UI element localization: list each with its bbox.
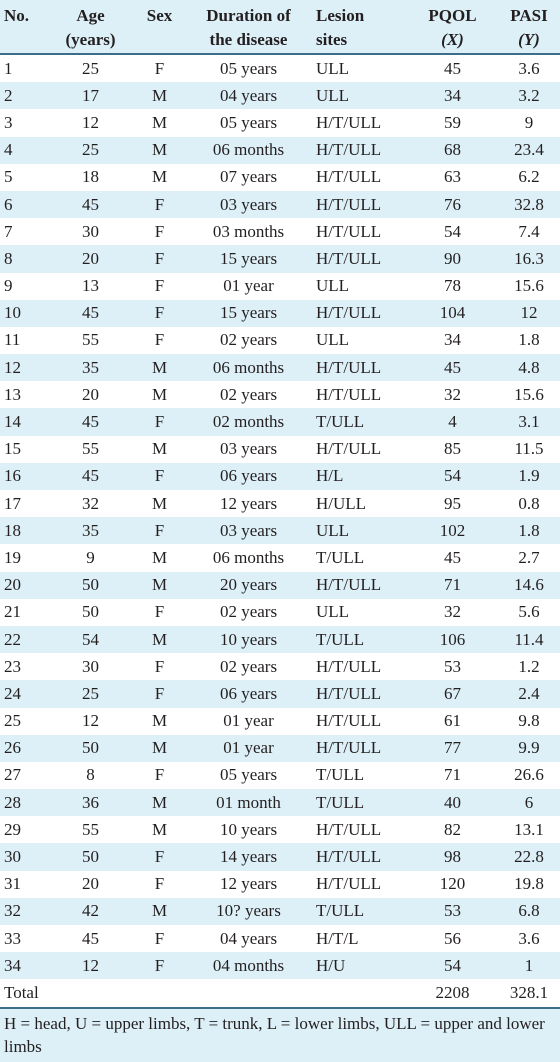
table-footnote: H = head, U = upper limbs, T = trunk, L = lower limbs, ULL = upper and lower limbs: [0, 1009, 560, 1062]
table-row: [0, 925, 560, 952]
cell-pqol: 45: [444, 58, 461, 78]
cell-duration: 01 year: [223, 276, 274, 296]
cell-sex: M: [151, 792, 168, 812]
cell-duration: 10 years: [219, 819, 278, 839]
cell-sex: M: [151, 384, 168, 404]
table-row: [0, 300, 560, 327]
cell-sex: M: [151, 711, 168, 731]
cell-pqol: 71: [444, 575, 461, 595]
cell-lesion: H/T/ULL: [316, 819, 382, 839]
cell-lesion: H/T/ULL: [316, 656, 382, 676]
cell-lesion: H/T/ULL: [316, 167, 382, 187]
cell-age: 25: [82, 58, 99, 78]
table-row: [0, 898, 560, 925]
cell-pasi: 2.4: [518, 683, 540, 703]
header-sex: Sex: [146, 6, 173, 25]
cell-pqol: 120: [439, 874, 466, 894]
cell-duration: 06 months: [212, 547, 285, 567]
table-row: [0, 572, 560, 599]
cell-duration: 01 year: [223, 738, 274, 758]
cell-age: 30: [82, 656, 99, 676]
cell-pqol: 4: [448, 412, 457, 432]
cell-sex: M: [151, 629, 168, 649]
cell-no: 21: [4, 602, 21, 622]
cell-duration: 03 years: [219, 194, 278, 214]
cell-no: 9: [4, 276, 13, 296]
cell-sex: F: [154, 847, 165, 867]
cell-sex: F: [154, 765, 165, 785]
cell-pqol: 45: [444, 357, 461, 377]
cell-duration: 20 years: [219, 575, 278, 595]
cell-age: 54: [82, 629, 99, 649]
cell-age: 25: [82, 683, 99, 703]
cell-pasi: 7.4: [518, 221, 540, 241]
table-row: [0, 490, 560, 517]
cell-pasi: 11.4: [514, 629, 544, 649]
cell-lesion: H/T/ULL: [316, 140, 382, 160]
cell-duration: 12 years: [219, 493, 278, 513]
cell-lesion: H/T/L: [316, 928, 359, 948]
table-row: [0, 626, 560, 653]
cell-pqol: 53: [444, 656, 461, 676]
cell-lesion: ULL: [316, 520, 350, 540]
cell-pasi: 19.8: [514, 874, 544, 894]
cell-duration: 06 months: [212, 357, 285, 377]
cell-duration: 02 years: [219, 656, 278, 676]
cell-sex: M: [151, 547, 168, 567]
table-row: [0, 273, 560, 300]
cell-pasi: 12: [520, 303, 538, 323]
cell-pqol: 71: [444, 765, 461, 785]
cell-pasi: 1.8: [518, 330, 540, 350]
cell-age: 20: [82, 874, 99, 894]
cell-duration: 06 years: [219, 466, 278, 486]
cell-no: 15: [4, 439, 21, 459]
cell-sex: F: [154, 955, 165, 975]
cell-sex: F: [154, 330, 165, 350]
cell-no: 31: [4, 874, 21, 894]
cell-no: 23: [4, 656, 21, 676]
table-row: [0, 82, 560, 109]
cell-lesion: H/T/ULL: [316, 221, 382, 241]
cell-no: 28: [4, 792, 21, 812]
cell-pqol: 61: [444, 711, 461, 731]
cell-sex: F: [154, 466, 165, 486]
cell-no: 19: [4, 547, 21, 567]
cell-no: 7: [4, 221, 13, 241]
cell-age: 45: [82, 466, 99, 486]
cell-lesion: H/L: [316, 466, 344, 486]
cell-sex: F: [154, 520, 165, 540]
cell-age: 9: [86, 547, 95, 567]
cell-duration: 10 years: [219, 629, 278, 649]
cell-no: 1: [4, 58, 13, 78]
cell-pqol: 67: [444, 683, 461, 703]
cell-sex: F: [154, 194, 165, 214]
cell-sex: F: [154, 303, 165, 323]
header-pasi: PASI (Y): [510, 6, 548, 49]
cell-duration: 06 months: [212, 140, 285, 160]
cell-lesion: ULL: [316, 85, 350, 105]
cell-pqol: 63: [444, 167, 461, 187]
cell-age: 45: [82, 412, 99, 432]
cell-sex: M: [151, 819, 168, 839]
cell-lesion: H/T/ULL: [316, 874, 382, 894]
cell-pqol: 95: [444, 493, 461, 513]
cell-lesion: ULL: [316, 602, 350, 622]
cell-sex: F: [154, 874, 165, 894]
cell-age: 32: [82, 493, 99, 513]
table-row: [0, 843, 560, 870]
cell-sex: M: [151, 167, 168, 187]
cell-sex: M: [151, 357, 168, 377]
table-row: [0, 762, 560, 789]
cell-sex: M: [151, 575, 168, 595]
cell-sex: F: [154, 58, 165, 78]
table-row: [0, 653, 560, 680]
table-row: [0, 245, 560, 272]
table-row: [0, 191, 560, 218]
cell-pasi: 26.6: [514, 765, 544, 785]
cell-age: 50: [82, 847, 99, 867]
cell-no: 18: [4, 520, 21, 540]
header-pqol: PQOL (X): [428, 6, 477, 49]
header-lesion-sites: Lesion sites: [316, 6, 365, 49]
cell-no: 12: [4, 357, 21, 377]
cell-lesion: T/ULL: [316, 765, 365, 785]
cell-pqol: 85: [444, 439, 461, 459]
cell-duration: 04 months: [212, 955, 285, 975]
table-row: [0, 871, 560, 898]
cell-sex: M: [151, 738, 168, 758]
cell-age: 50: [82, 602, 99, 622]
cell-pasi: 1.8: [518, 520, 540, 540]
cell-no: 30: [4, 847, 21, 867]
cell-lesion: H/U: [316, 955, 346, 975]
table-row: [0, 952, 560, 979]
table-row: [0, 354, 560, 381]
cell-pasi: 3.6: [518, 928, 540, 948]
cell-pasi: 1: [524, 955, 534, 975]
cell-lesion: ULL: [316, 330, 350, 350]
cell-duration: 02 years: [219, 384, 278, 404]
cell-pqol: 34: [444, 330, 461, 350]
total-label: Total: [4, 983, 39, 1003]
table-row: [0, 381, 560, 408]
table-row: [0, 599, 560, 626]
header-duration: Duration of the disease: [206, 6, 291, 49]
cell-age: 25: [82, 140, 99, 160]
cell-duration: 02 months: [212, 412, 285, 432]
cell-duration: 05 years: [219, 112, 278, 132]
cell-duration: 14 years: [219, 847, 278, 867]
cell-lesion: T/ULL: [316, 901, 365, 921]
table-row: [0, 735, 560, 762]
table-row: [0, 327, 560, 354]
table-row: [0, 463, 560, 490]
cell-pqol: 106: [439, 629, 466, 649]
cell-pasi: 5.6: [518, 602, 540, 622]
cell-sex: F: [154, 221, 165, 241]
cell-lesion: T/ULL: [316, 629, 365, 649]
cell-no: 26: [4, 738, 21, 758]
cell-duration: 02 years: [219, 602, 278, 622]
cell-no: 20: [4, 575, 21, 595]
cell-lesion: H/T/ULL: [316, 357, 382, 377]
cell-lesion: H/T/ULL: [316, 683, 382, 703]
cell-pasi: 3.2: [518, 85, 540, 105]
cell-no: 5: [4, 167, 13, 187]
table-row: [0, 789, 560, 816]
cell-pasi: 13.1: [514, 819, 544, 839]
cell-pasi: 0.8: [518, 493, 540, 513]
cell-pqol: 56: [444, 928, 461, 948]
cell-pasi: 32.8: [514, 194, 544, 214]
cell-duration: 05 years: [219, 765, 278, 785]
cell-pasi: 23.4: [514, 140, 544, 160]
cell-no: 14: [4, 412, 21, 432]
cell-pasi: 15.6: [514, 276, 544, 296]
table-row: [0, 137, 560, 164]
cell-no: 3: [4, 112, 13, 132]
cell-no: 24: [4, 683, 21, 703]
cell-no: 17: [4, 493, 21, 513]
cell-pqol: 68: [444, 140, 461, 160]
cell-sex: F: [154, 928, 165, 948]
cell-pqol: 90: [444, 248, 461, 268]
cell-pasi: 15.6: [514, 384, 544, 404]
cell-age: 50: [82, 738, 99, 758]
cell-sex: F: [154, 683, 165, 703]
cell-pasi: 14.6: [514, 575, 544, 595]
cell-age: 12: [82, 711, 99, 731]
cell-age: 42: [82, 901, 99, 921]
cell-duration: 01 year: [223, 711, 274, 731]
table-row: [0, 708, 560, 735]
cell-sex: M: [151, 140, 168, 160]
cell-pqol: 82: [444, 819, 461, 839]
cell-age: 30: [82, 221, 99, 241]
cell-pqol: 98: [444, 847, 461, 867]
cell-pqol: 32: [444, 602, 461, 622]
cell-sex: M: [151, 493, 168, 513]
cell-lesion: H/T/ULL: [316, 194, 382, 214]
cell-duration: 03 years: [219, 520, 278, 540]
cell-sex: M: [151, 901, 168, 921]
cell-pqol: 54: [444, 221, 461, 241]
cell-no: 25: [4, 711, 21, 731]
header-no: No.: [4, 6, 30, 25]
cell-pasi: 6.8: [518, 901, 540, 921]
cell-age: 45: [82, 928, 99, 948]
cell-pasi: 4.8: [518, 357, 540, 377]
table-row: [0, 544, 560, 571]
cell-pasi: 3.6: [518, 58, 540, 78]
cell-pqol: 78: [444, 276, 461, 296]
cell-duration: 04 years: [219, 928, 278, 948]
cell-pqol: 104: [439, 303, 466, 323]
cell-duration: 15 years: [219, 248, 278, 268]
cell-pasi: 1.9: [518, 466, 540, 486]
cell-age: 50: [82, 575, 99, 595]
cell-lesion: H/T/ULL: [316, 575, 382, 595]
cell-sex: F: [154, 276, 165, 296]
cell-pqol: 53: [444, 901, 461, 921]
cell-pqol: 40: [444, 792, 461, 812]
cell-age: 12: [82, 955, 99, 975]
cell-pasi: 9: [524, 112, 534, 132]
table-row: [0, 680, 560, 707]
total-pqol: 2208: [435, 983, 470, 1003]
cell-lesion: T/ULL: [316, 792, 365, 812]
header-age: Age (years): [65, 6, 116, 49]
cell-lesion: H/T/ULL: [316, 384, 382, 404]
cell-lesion: H/T/ULL: [316, 711, 382, 731]
cell-duration: 05 years: [219, 58, 278, 78]
cell-lesion: H/T/ULL: [316, 738, 382, 758]
cell-duration: 12 years: [219, 874, 278, 894]
table-row: [0, 218, 560, 245]
cell-duration: 03 months: [212, 221, 285, 241]
cell-duration: 10? years: [216, 901, 281, 921]
cell-age: 20: [82, 384, 99, 404]
cell-duration: 07 years: [219, 167, 278, 187]
cell-no: 10: [4, 303, 21, 323]
cell-no: 22: [4, 629, 21, 649]
cell-pqol: 54: [444, 955, 461, 975]
cell-lesion: ULL: [316, 58, 350, 78]
cell-pasi: 11.5: [514, 439, 544, 459]
cell-no: 27: [4, 765, 21, 785]
cell-lesion: ULL: [316, 276, 350, 296]
cell-duration: 03 years: [219, 439, 278, 459]
cell-age: 35: [82, 520, 99, 540]
cell-duration: 15 years: [219, 303, 278, 323]
cell-age: 12: [82, 112, 99, 132]
table-row: [0, 408, 560, 435]
cell-duration: 04 years: [219, 85, 278, 105]
cell-age: 55: [82, 819, 99, 839]
table-row: [0, 109, 560, 136]
cell-pasi: 1.2: [518, 656, 540, 676]
cell-age: 17: [82, 85, 99, 105]
cell-age: 45: [82, 303, 99, 323]
cell-pasi: 9.8: [518, 711, 540, 731]
cell-no: 6: [4, 194, 13, 214]
cell-no: 32: [4, 901, 21, 921]
cell-sex: M: [151, 439, 168, 459]
cell-no: 11: [4, 330, 21, 350]
table-row: [0, 55, 560, 82]
table-row: [0, 517, 560, 544]
cell-sex: F: [154, 412, 165, 432]
cell-age: 13: [82, 276, 99, 296]
cell-lesion: H/T/ULL: [316, 112, 382, 132]
cell-sex: F: [154, 656, 165, 676]
cell-duration: 02 years: [219, 330, 278, 350]
cell-lesion: H/ULL: [316, 493, 367, 513]
cell-no: 2: [4, 85, 13, 105]
cell-age: 20: [82, 248, 99, 268]
cell-lesion: H/T/ULL: [316, 439, 382, 459]
cell-pasi: 6.2: [518, 167, 540, 187]
cell-lesion: H/T/ULL: [316, 248, 382, 268]
cell-sex: M: [151, 85, 168, 105]
cell-no: 8: [4, 248, 13, 268]
cell-pqol: 59: [444, 112, 461, 132]
cell-age: 36: [82, 792, 99, 812]
cell-age: 35: [82, 357, 99, 377]
cell-pasi: 3.1: [518, 412, 540, 432]
cell-pasi: 16.3: [514, 248, 544, 268]
cell-sex: M: [151, 112, 168, 132]
cell-age: 55: [82, 330, 99, 350]
cell-lesion: T/ULL: [316, 547, 365, 567]
cell-duration: 06 years: [219, 683, 278, 703]
cell-pqol: 102: [439, 520, 466, 540]
cell-pasi: 22.8: [514, 847, 544, 867]
cell-age: 18: [82, 167, 99, 187]
cell-pasi: 9.9: [518, 738, 540, 758]
cell-pqol: 76: [444, 194, 461, 214]
cell-pasi: 2.7: [518, 547, 540, 567]
cell-sex: F: [154, 248, 165, 268]
cell-lesion: H/T/ULL: [316, 847, 382, 867]
cell-pqol: 45: [444, 547, 461, 567]
total-row: [0, 979, 560, 1007]
table-row: [0, 164, 560, 191]
cell-age: 55: [82, 439, 99, 459]
table-header-row: [0, 0, 560, 54]
cell-no: 16: [4, 466, 21, 486]
cell-no: 33: [4, 928, 21, 948]
cell-no: 34: [4, 955, 21, 975]
cell-pasi: 6: [524, 792, 534, 812]
cell-duration: 01 month: [216, 792, 281, 812]
cell-lesion: H/T/ULL: [316, 303, 382, 323]
cell-age: 45: [82, 194, 99, 214]
cell-lesion: T/ULL: [316, 412, 365, 432]
cell-age: 8: [86, 765, 95, 785]
total-pasi: 328.1: [509, 983, 549, 1003]
cell-no: 4: [4, 140, 13, 160]
table-row: [0, 816, 560, 843]
table-row: [0, 436, 560, 463]
cell-pqol: 77: [444, 738, 461, 758]
cell-pqol: 32: [444, 384, 461, 404]
cell-sex: F: [154, 602, 165, 622]
cell-pqol: 54: [444, 466, 461, 486]
cell-pqol: 34: [444, 85, 461, 105]
cell-no: 29: [4, 819, 21, 839]
cell-no: 13: [4, 384, 21, 404]
